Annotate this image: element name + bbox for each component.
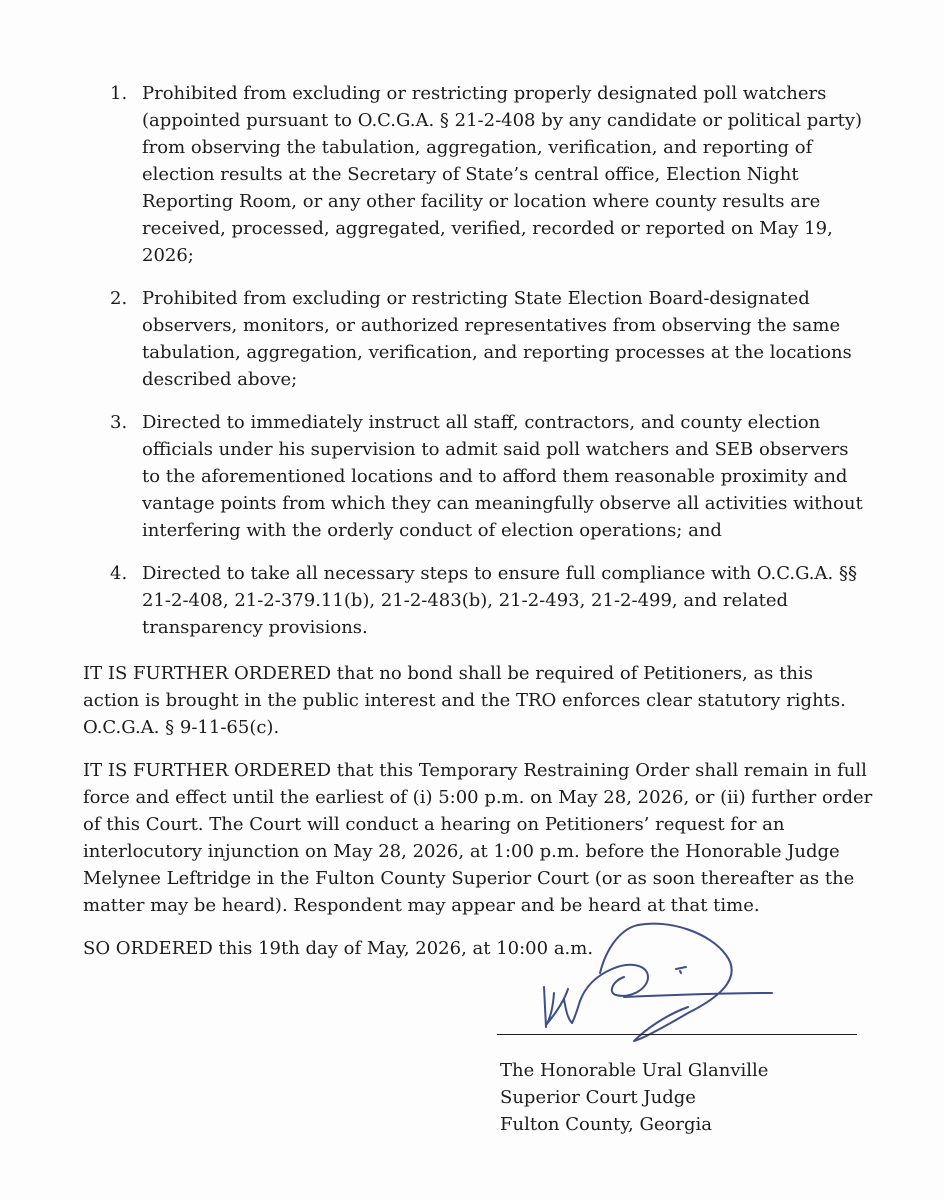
order-item-text: Directed to immediately instruct all staff, contractors, and county election officials under his supervision to admit said poll watchers and SEB observers to the aforementioned locations and to afford them reasonable proximity and vantage points from which they can meaningfully observe all activities without interfering with the orderly conduct of election operations; and [142,412,863,541]
order-item-number: 1. [110,83,128,104]
order-item-number: 4. [110,563,128,584]
judge-signature-block [500,1057,768,1138]
order-item-number: 3. [110,412,128,433]
tro-duration-paragraph: IT IS FURTHER ORDERED that this Temporary Restraining Order shall remain in full force and effect until the earliest of (i) 5:00 p.m. on May 28, 2026, or (ii) further order of this Court. The Court will conduct a hearing on Petitioners’ request for an interlocutory injunction on May 28, 2026, at 1:00 p.m. before the Honorable Judge Melynee Leftridge in the Fulton County Superior Court (or as soon thereafter as the matter may be heard). Respondent may appear and be heard at that time. [83,760,873,916]
order-list [110,80,870,657]
order-item-text: Prohibited from excluding or restricting State Election Board-designated observers, monitors, or authorized representatives from observing the same tabulation, aggregation, verification, and reporting processes at the locations described above; [142,288,852,390]
order-item-number: 2. [110,288,128,309]
order-item-1 [110,80,870,269]
handwritten-signature [520,915,790,1045]
judge-location: Fulton County, Georgia [500,1114,712,1135]
order-item-text: Directed to take all necessary steps to ensure full compliance with O.C.G.A. §§ 21-2-408, 21-2-379.11(b), 21-2-483(b), 21-2-493, 21-2-499, and related transparency provisions. [142,563,857,638]
order-item-text: Prohibited from excluding or restricting properly designated poll watchers (appointed pursuant to O.C.G.A. § 21-2-408 by any candidate or political party) from observing the tabulation, aggregation, verification, and reporting of election results at the Secretary of State’s central office, Election Night Reporting Room, or any other facility or location where county results are received, processed, aggregated, verified, recorded or reported on May 19, 2026; [142,83,863,266]
judge-title: Superior Court Judge [500,1087,696,1108]
judge-name: The Honorable Ural Glanville [500,1060,769,1081]
signature-line [497,1034,857,1035]
so-ordered-line: SO ORDERED this 19th day of May, 2026, at 10:00 a.m. [83,938,594,959]
order-item-3 [110,409,870,544]
order-item-2 [110,285,870,393]
order-item-4 [110,560,870,641]
bond-paragraph: IT IS FURTHER ORDERED that no bond shall be required of Petitioners, as this action is brought in the public interest and the TRO enforces clear statutory rights. O.C.G.A. § 9-11-65(c). [83,663,846,738]
